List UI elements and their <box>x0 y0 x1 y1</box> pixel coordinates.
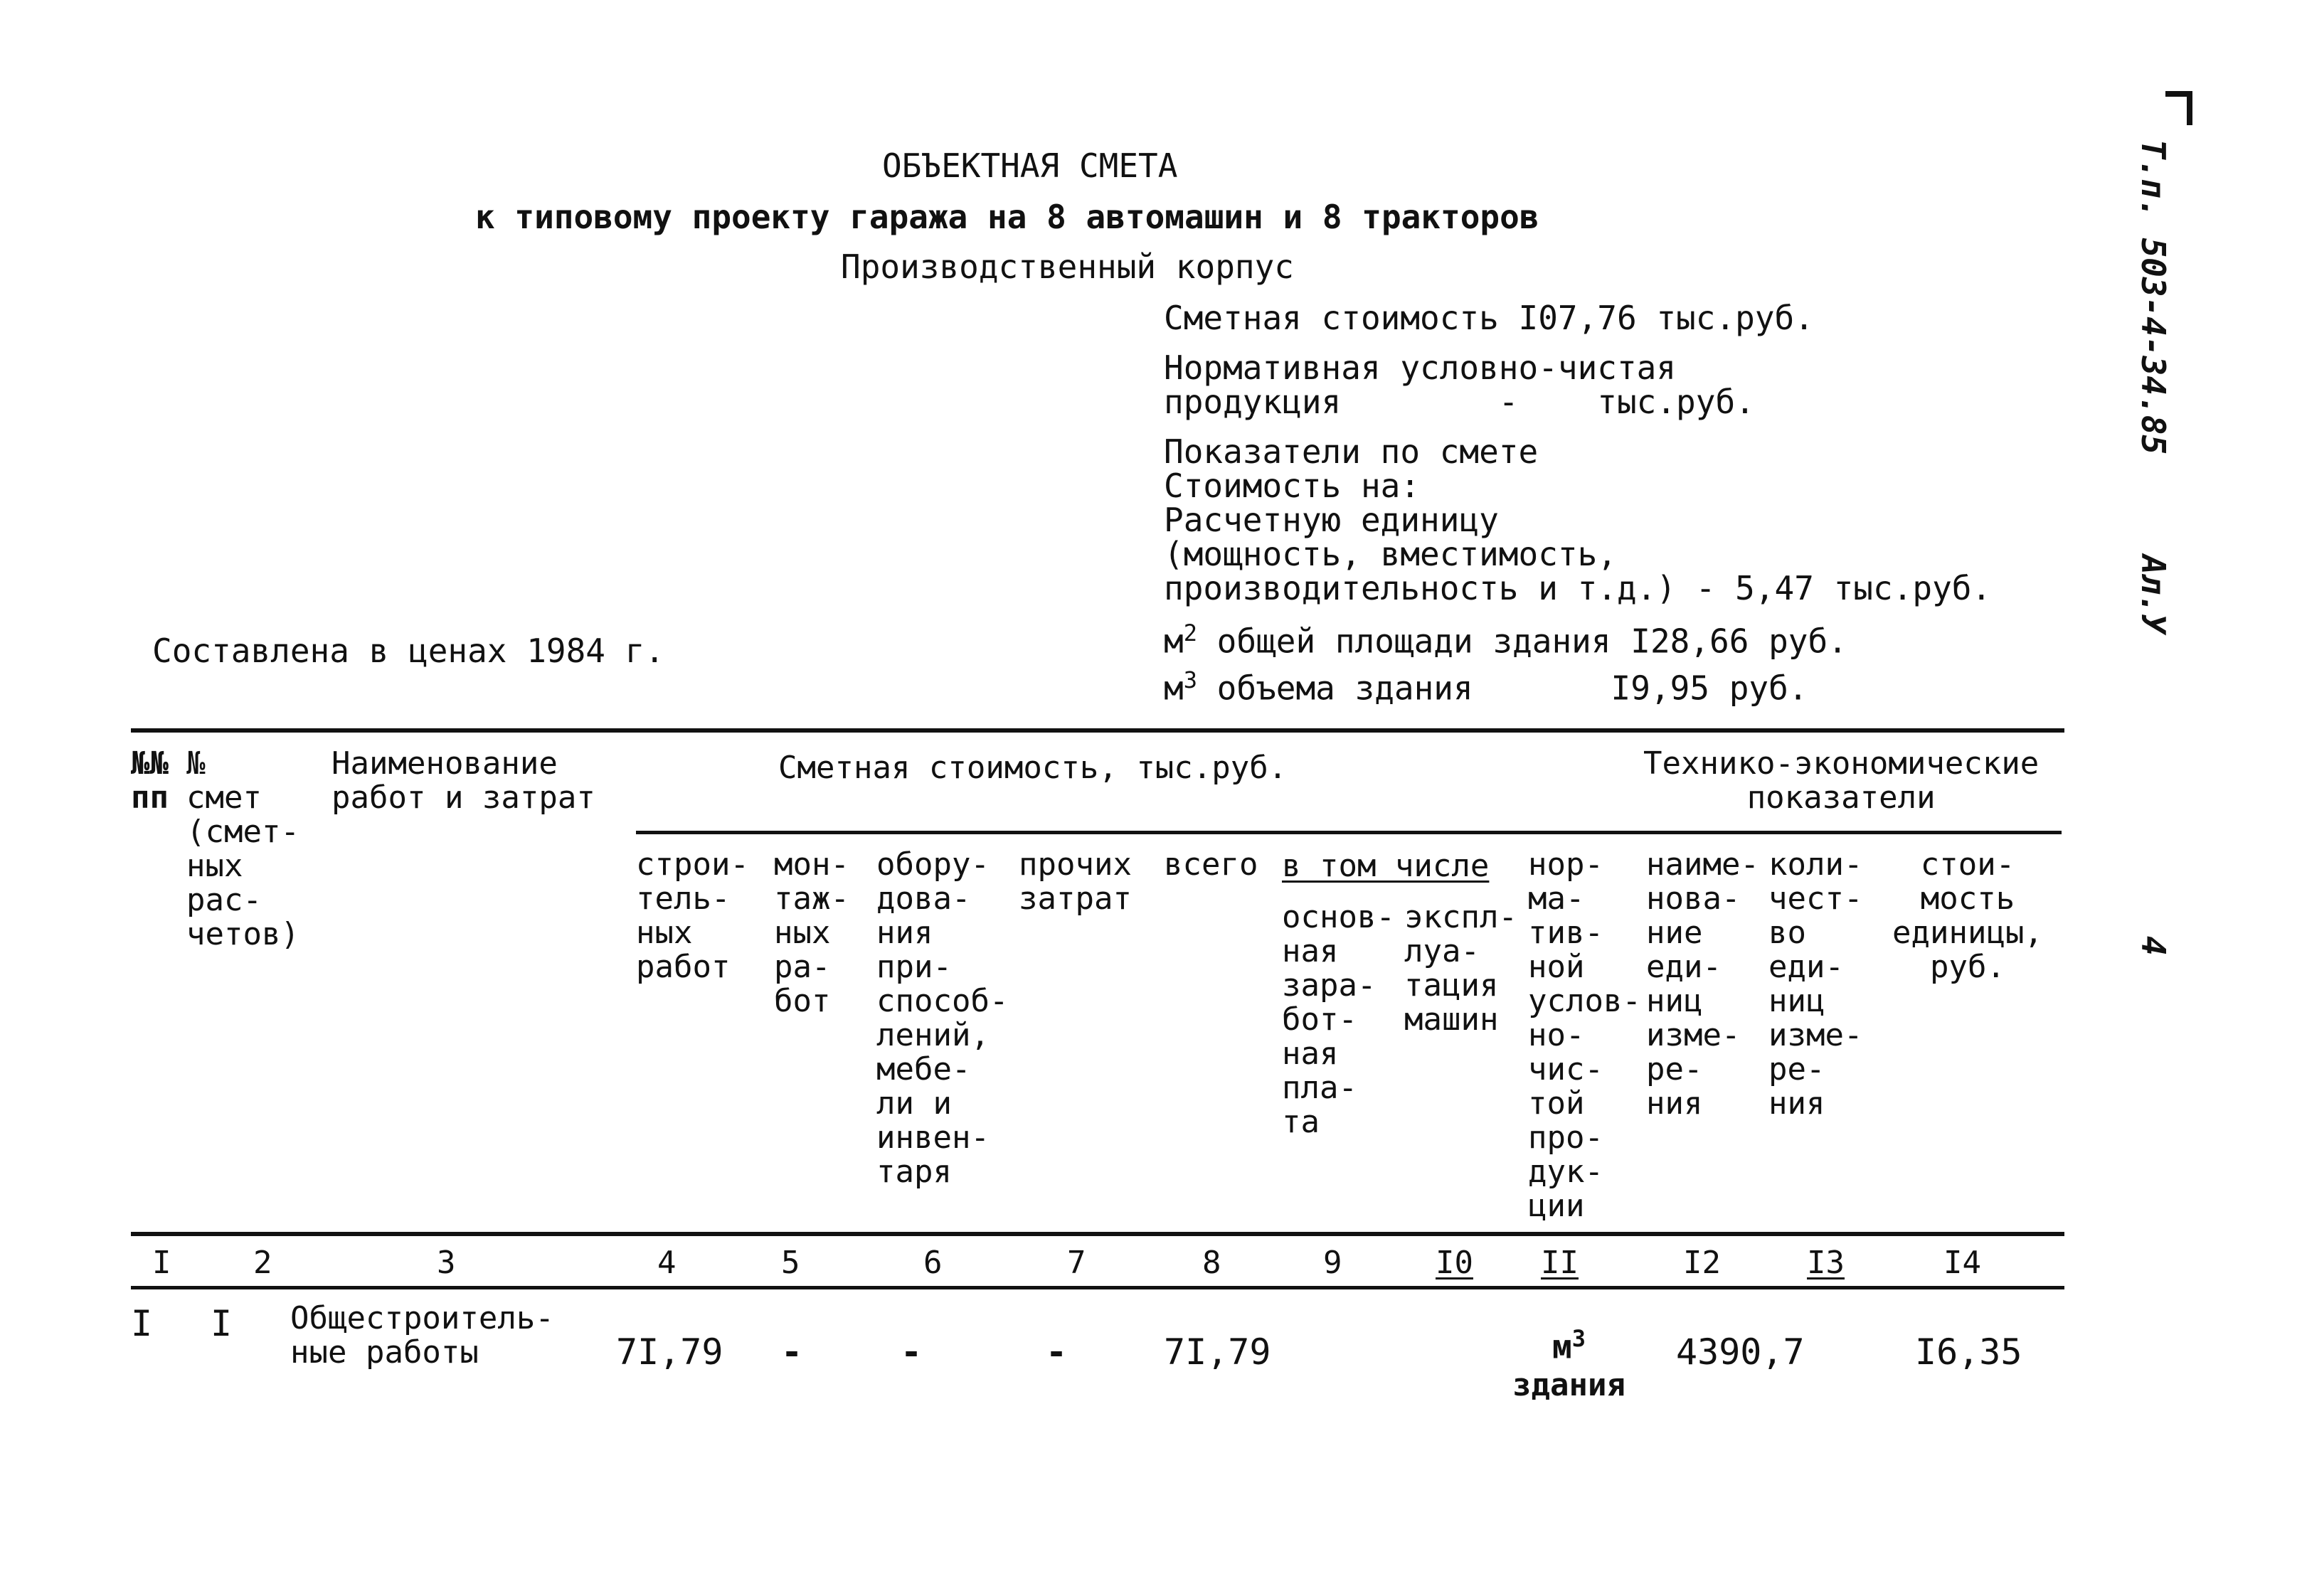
row-name: Общестроитель- ные работы <box>290 1300 554 1371</box>
header-bottom-rule <box>131 1232 2064 1236</box>
row-quantity: 4390,7 <box>1676 1331 1805 1373</box>
column-number: I4 <box>1943 1245 1981 1281</box>
area-indicator <box>1164 619 1847 661</box>
document-subtitle: к типовому проекту гаража на 8 автомашин и 8 тракторов <box>475 198 1539 236</box>
area-unit: м <box>1164 622 1184 661</box>
row-unit-cost: I6,35 <box>1915 1331 2022 1373</box>
column-number: I2 <box>1683 1245 1721 1281</box>
area-sup: 2 <box>1183 619 1197 647</box>
column-number: 9 <box>1323 1245 1342 1281</box>
row-equipment: - <box>901 1331 923 1373</box>
column-number: 4 <box>657 1245 677 1281</box>
column-number: I0 <box>1436 1245 1473 1281</box>
corner-mark <box>2165 91 2192 125</box>
column-number: 3 <box>437 1245 456 1281</box>
header-estimate-number: № смет (смет- ных рас- четов) <box>186 745 299 952</box>
column-number: 5 <box>781 1245 800 1281</box>
unit-line-2: (мощность, вместимость, <box>1164 535 1617 573</box>
column-number: 7 <box>1067 1245 1086 1281</box>
header-unit-quantity: коли- чест- во еди- ниц изме- ре- ния <box>1768 846 1863 1122</box>
row-unit-symbol: м <box>1552 1327 1572 1366</box>
volume-unit: м <box>1164 669 1184 708</box>
estimated-cost: Сметная стоимость I07,76 тыс.руб. <box>1164 299 1814 337</box>
column-number: I3 <box>1807 1245 1845 1281</box>
header-installation: мон- таж- ных ра- бот <box>774 846 849 1019</box>
page-number: 4 <box>2134 936 2173 956</box>
section-title: Производственный корпус <box>841 248 1294 286</box>
row-unit-sup: 3 <box>1571 1325 1586 1352</box>
album-code: Ал.У <box>2134 555 2173 634</box>
group-header-rule <box>636 831 2062 834</box>
doc-code: Т.п. 503-4-34.85 <box>2134 139 2173 455</box>
cost-on-label: Стоимость на: <box>1164 467 1421 505</box>
table-top-rule <box>131 728 2064 733</box>
header-normative: нор- ма- тив- ной услов- но- чис- той про- дук- ции <box>1528 846 1641 1224</box>
row-total: 7I,79 <box>1164 1331 1271 1373</box>
header-other: прочих затрат <box>1019 846 1132 917</box>
indicators-heading: Показатели по смете <box>1164 432 1539 471</box>
column-number: 6 <box>923 1245 943 1281</box>
header-cost-group: Сметная стоимость, тыс.руб. <box>778 750 1288 786</box>
column-number: 2 <box>253 1245 272 1281</box>
header-tech-group: Технико-экономические показатели <box>1643 745 2040 816</box>
row-unit <box>1552 1325 1586 1366</box>
volume-text: объема здания I9,95 руб. <box>1197 669 1808 708</box>
column-number: I <box>152 1245 171 1281</box>
row-estimate: I <box>211 1303 233 1344</box>
volume-indicator <box>1164 666 1808 708</box>
header-row-number: №№ пп <box>131 745 169 816</box>
prices-note: Составлена в ценах 1984 г. <box>152 632 665 670</box>
area-text: общей площади здания I28,66 руб. <box>1197 622 1847 661</box>
header-unit-cost: стои- мость единицы, руб. <box>1892 846 2043 985</box>
row-installation: - <box>781 1331 803 1373</box>
unit-line-3: производительность и т.д.) - 5,47 тыс.руб. <box>1164 569 1992 607</box>
header-wages: основ- ная зара- бот- ная пла- та <box>1282 899 1395 1140</box>
column-numbers-rule <box>131 1286 2064 1289</box>
row-construction: 7I,79 <box>616 1331 723 1373</box>
row-number: I <box>131 1303 153 1344</box>
header-including: в том числе <box>1282 848 1490 884</box>
column-number: 8 <box>1202 1245 1221 1281</box>
row-other: - <box>1046 1331 1068 1373</box>
unit-line-1: Расчетную единицу <box>1164 501 1499 539</box>
header-machines: экспл- луа- тация машин <box>1404 899 1517 1038</box>
normative-line-2: продукция - тыс.руб. <box>1164 383 1755 421</box>
row-unit-word: здания <box>1512 1367 1625 1403</box>
header-equipment: обору- дова- ния при- способ- лений, мебе- ли и инвен- таря <box>876 846 1009 1190</box>
volume-sup: 3 <box>1183 666 1197 693</box>
normative-line-1: Нормативная условно-чистая <box>1164 349 1677 387</box>
document-title: ОБЪЕКТНАЯ СМЕТА <box>882 147 1178 185</box>
header-work-name: Наименование работ и затрат <box>331 745 595 816</box>
header-unit-name: наиме- нова- ние еди- ниц изме- ре- ния <box>1646 846 1759 1122</box>
column-number: II <box>1541 1245 1579 1281</box>
header-construction: строи- тель- ных работ <box>636 846 749 985</box>
header-total: всего <box>1164 846 1258 883</box>
